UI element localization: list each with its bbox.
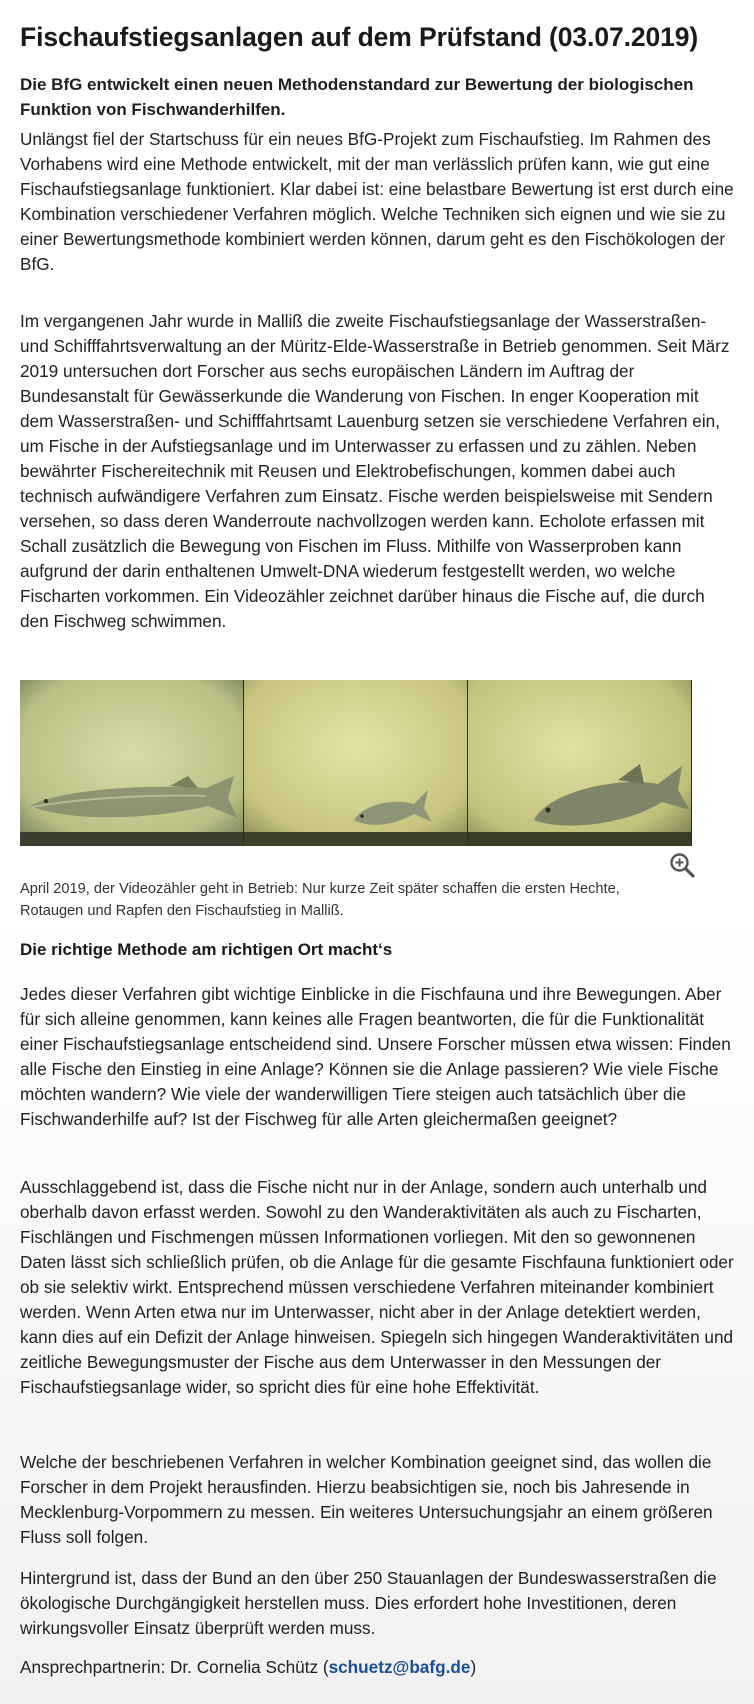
article-lead: Die BfG entwickelt einen neuen Methodenstandard zur Bewertung der biologischen Funktion von Fischwanderhilfen. — [20, 75, 694, 119]
paragraph-6: Hintergrund ist, dass der Bund an den über 250 Stauanlagen der Bundeswasserstraßen die ökologische Durchgängigkeit herstellen muss. Dies erfordert hohe Investitionen, deren wirkungsvoller Einsatz überprüft werden muss. — [20, 1568, 717, 1638]
image-caption: April 2019, der Videozähler geht in Betrieb: Nur kurze Zeit später schaffen die ersten Hechte, Rotaugen und Rapfen den Fischaufstieg in Malliß. — [20, 881, 620, 919]
contact-label: Ansprechpartnerin: Dr. Cornelia Schütz ( — [20, 1657, 329, 1677]
contact-email-link[interactable]: schuetz@bafg.de — [328, 1657, 471, 1677]
paragraph-5: Welche der beschriebenen Verfahren in welcher Kombination geeignet sind, das wollen die Forscher in dem Projekt herausfinden. Hierzu beabsichtigen sie, noch bis Jahresende in Mecklenburg-Vorpommern zu messen. Ein weiteres Untersuchungsjahr an einem größeren Fluss soll folgen. — [20, 1452, 713, 1547]
roach-photo — [244, 680, 468, 846]
zoom-in-icon[interactable] — [668, 851, 696, 879]
pike-photo — [20, 680, 244, 846]
paragraph-1: Unlängst fiel der Startschuss für ein neues BfG-Projekt zum Fischaufstieg. Im Rahmen des Vorhabens wird eine Methode entwickelt, mit der man verlässlich prüfen kann, wie gut eine Fischaufstiegsanlage funktioniert. Klar dabei ist: eine belastbare Bewertung ist erst durch eine Kombination verschiedener Verfahren möglich. Welche Techniken sich eignen und wie sie zu einer Bewertungsmethode kombiniert werden können, darum geht es den Fischökologen der BfG. — [20, 129, 734, 274]
page-title: Fischaufstiegsanlagen auf dem Prüfstand (03.07.2019) — [20, 22, 699, 52]
contact-suffix: ) — [470, 1657, 477, 1677]
paragraph-4: Ausschlaggebend ist, dass die Fische nicht nur in der Anlage, sondern auch unterhalb und oberhalb davon erfasst werden. Sowohl zu den Wanderaktivitäten als auch zu Fischarten, Fischlängen und Fischmengen müssen Informationen vorliegen. Mit den so gewonnenen Daten lässt sich schließlich prüfen, ob die Anlage für die gesamte Fischfauna funktioniert oder ob sie selektiv wirkt. Entsprechend müssen verschiedene Verfahren miteinander kombiniert werden. Wenn Arten etwa nur im Unterwasser, nicht aber in der Anlage detektiert werden, kann dies auf ein Defizit der Anlage hinweisen. Spiegeln sich hingegen Wanderaktivitäten und zeitliche Bewegungsmuster der Fische aus dem Unterwasser in den Messungen der Fischaufstiegsanlage wider, so spricht dies für eine hohe Effektivität. — [20, 1177, 734, 1397]
contact-line — [20, 1655, 476, 1680]
paragraph-2: Im vergangenen Jahr wurde in Malliß die zweite Fischaufstiegsanlage der Wasserstraßen- und Schifffahrtsverwaltung an der Müritz-Elde-Wasserstraße in Betrieb genommen. Seit März 2019 untersuchen dort Forscher aus sechs europäischen Ländern im Auftrag der Bundesanstalt für Gewässerkunde die Wanderung von Fischen. In enger Kooperation mit dem Wasserstraßen- und Schifffahrtsamt Lauenburg setzen sie verschiedene Verfahren ein, um Fische in der Aufstiegsanlage und im Unterwasser zu erfassen und zu zählen. Neben bewährter Fischereitechnik mit Reusen und Elektrobefischungen, kommen dabei auch technisch aufwändigere Verfahren zum Einsatz. Fische werden beispielsweise mit Sendern versehen, so dass deren Wanderroute nachvollzogen werden kann. Echolote erfassen mit Schall zusätzlich die Bewegung von Fischen im Fluss. Mithilfe von Wasserproben kann aufgrund der darin enthaltenen Umwelt-DNA wiederum festgestellt werden, wo welche Fischarten vorkommen. Ein Videozähler zeichnet darüber hinaus die Fische auf, die durch den Fischweg schwimmen. — [20, 311, 730, 631]
video-counter-image[interactable] — [20, 680, 692, 846]
asp-photo — [468, 680, 692, 846]
paragraph-3: Jedes dieser Verfahren gibt wichtige Einblicke in die Fischfauna und ihre Bewegungen. Aber für sich alleine genommen, kann keines alle Fragen beantworten, die für die Funktionalität einer Fischaufstiegsanlage entscheidend sind. Unsere Forscher müssen etwa wissen: Finden alle Fische den Einstieg in eine Anlage? Können sie die Anlage passieren? Wie viele Fische möchten wandern? Wie viele der wanderwilligen Tiere steigen auch tatsächlich über die Fischwanderhilfe auf? Ist der Fischweg für alle Arten gleichermaßen geeignet? — [20, 984, 731, 1129]
section-heading: Die richtige Methode am richtigen Ort macht‘s — [20, 940, 393, 959]
